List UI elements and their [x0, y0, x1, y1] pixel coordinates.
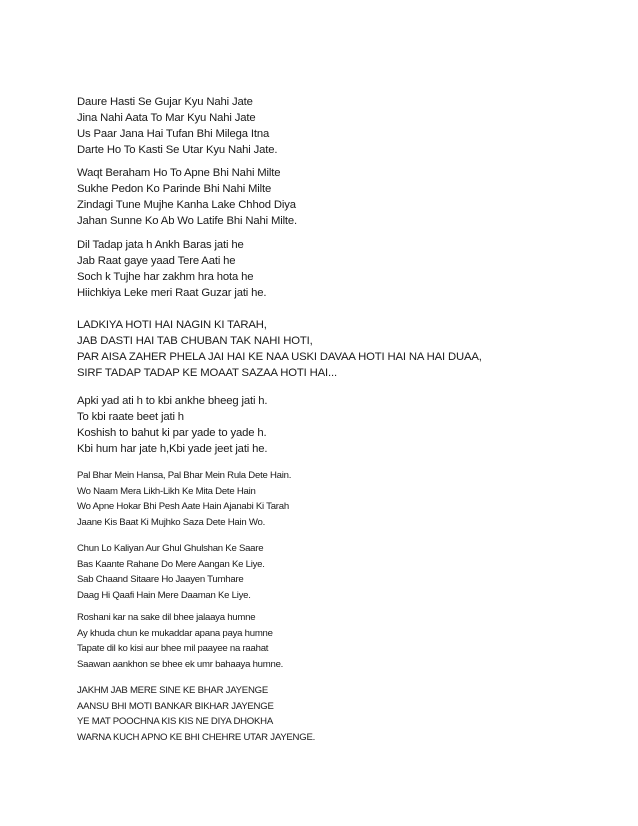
poem-line: Zindagi Tune Mujhe Kanha Lake Chhod Diya [77, 198, 296, 211]
poem-line: Daure Hasti Se Gujar Kyu Nahi Jate [77, 96, 253, 108]
poem-line: Waqt Beraham Ho To Apne Bhi Nahi Milte [77, 167, 281, 179]
poem-line: PAR AISA ZAHER PHELA JAI HAI KE NAA USKI DAVAA HOTI HAI NA HAI DUAA, [77, 350, 482, 363]
poem-line: AANSU BHI MOTI BANKAR BIKHAR JAYENGE [77, 700, 274, 712]
poem-stanza [77, 318, 597, 382]
poem-stanza [77, 610, 597, 672]
poem-line: YE MAT POOCHNA KIS KIS NE DIYA DHOKHA [77, 716, 273, 727]
poem-line: SIRF TADAP TADAP KE MOAAT SAZAA HOTI HAI... [77, 366, 337, 379]
poem-line: Saawan aankhon se bhee ek umr bahaaya humne. [77, 658, 284, 670]
poem-line: Jaane Kis Baat Ki Mujhko Saza Dete Hain Wo. [77, 516, 265, 528]
poem-stanza [77, 541, 597, 603]
poem-stanza [77, 166, 597, 230]
poem-line: Daag Hi Qaafi Hain Mere Daaman Ke Liye. [77, 589, 251, 601]
poem-line: Jina Nahi Aata To Mar Kyu Nahi Jate [77, 111, 256, 124]
poem-stanza [77, 683, 597, 745]
poem-line: To kbi raate beet jati h [77, 410, 184, 423]
poem-line: Dil Tadap jata h Ankh Baras jati he [77, 239, 244, 251]
poem-line: Wo Naam Mera Likh-Likh Ke Mita Dete Hain [77, 485, 256, 497]
poem-line: Kbi hum har jate h,Kbi yade jeet jati he. [77, 442, 268, 455]
poem-line: Jahan Sunne Ko Ab Wo Latife Bhi Nahi Milte. [77, 214, 298, 227]
poem-line: Sukhe Pedon Ko Parinde Bhi Nahi Milte [77, 182, 272, 195]
poem-line: LADKIYA HOTI HAI NAGIN KI TARAH, [77, 319, 267, 331]
poem-line: JAKHM JAB MERE SINE KE BHAR JAYENGE [77, 685, 268, 696]
poem-line: WARNA KUCH APNO KE BHI CHEHRE UTAR JAYENGE. [77, 731, 316, 743]
poem-line: Us Paar Jana Hai Tufan Bhi Milega Itna [77, 127, 270, 140]
poem-line: Apki yad ati h to kbi ankhe bheeg jati h. [77, 395, 268, 407]
poem-stanza [77, 238, 597, 302]
poem-line: Roshani kar na sake dil bhee jalaaya humne [77, 612, 256, 623]
poem-line: Koshish to bahut ki par yade to yade h. [77, 426, 267, 439]
poem-line: Sab Chaand Sitaare Ho Jaayen Tumhare [77, 574, 244, 585]
poem-stanza [77, 468, 597, 530]
poem-stanza [77, 95, 597, 159]
poem-line: Darte Ho To Kasti Se Utar Kyu Nahi Jate. [77, 143, 278, 156]
poem-line: Wo Apne Hokar Bhi Pesh Aate Hain Ajanabi Ki Tarah [77, 501, 289, 512]
poem-stanza [77, 394, 597, 458]
poem-line: Chun Lo Kaliyan Aur Ghul Ghulshan Ke Saare [77, 543, 264, 554]
poem-line: Tapate dil ko kisi aur bhee mil paayee na raahat [77, 643, 269, 654]
poem-line: Hiichkiya Leke meri Raat Guzar jati he. [77, 286, 267, 299]
poem-line: Ay khuda chun ke mukaddar apana paya humne [77, 627, 273, 639]
poem-line: Soch k Tujhe har zakhm hra hota he [77, 270, 254, 283]
poem-line: Jab Raat gaye yaad Tere Aati he [77, 254, 236, 267]
poem-line: Bas Kaante Rahane Do Mere Aangan Ke Liye. [77, 558, 265, 570]
poem-line: Pal Bhar Mein Hansa, Pal Bhar Mein Rula Dete Hain. [77, 470, 292, 481]
poem-line: JAB DASTI HAI TAB CHUBAN TAK NAHI HOTI, [77, 334, 313, 347]
